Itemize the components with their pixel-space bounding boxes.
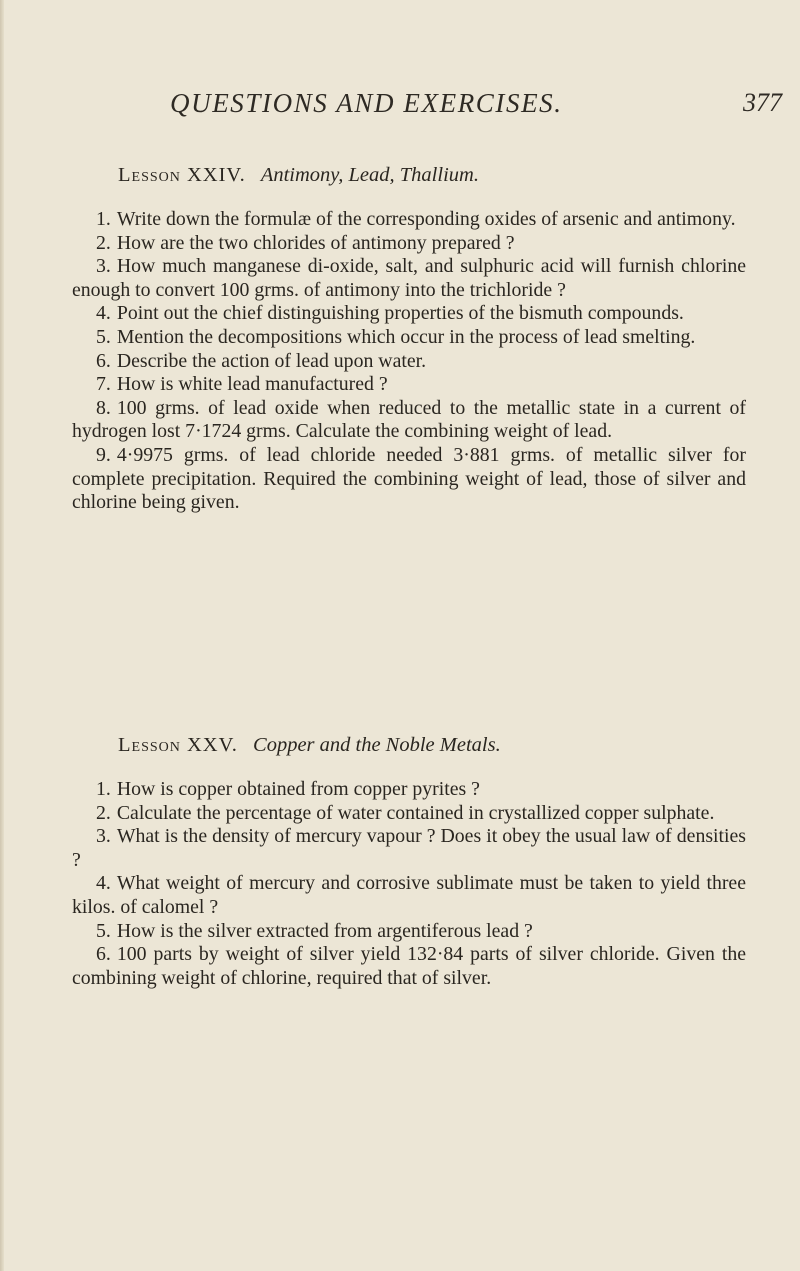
question-number: 8. — [96, 396, 111, 419]
question-text: How is white lead manufactured ? — [116, 373, 388, 396]
lesson-topic: Antimony, Lead, Thallium. — [260, 164, 479, 186]
question-number: 6. — [96, 943, 111, 966]
question-text: Calculate the percentage of water contained in crystallized copper sulphate. — [116, 801, 715, 824]
question-item — [72, 825, 746, 872]
question-text: 100 grms. of lead oxide when reduced to the metallic state in a current of hydrogen lost 7·1724 grms. Calculate the combining weight of lead. — [72, 396, 746, 443]
question-list — [72, 778, 746, 990]
question-item — [72, 872, 746, 919]
question-text: How is the silver extracted from argentiferous lead ? — [116, 919, 533, 942]
question-text: Point out the chief distinguishing properties of the bismuth compounds. — [116, 302, 684, 325]
question-number: 4. — [96, 872, 111, 895]
question-number: 3. — [96, 825, 111, 848]
page-edge — [0, 0, 4, 1271]
question-text: How much manganese di-oxide, salt, and sulphuric acid will furnish chlorine enough to convert 100 grms. of antimony into the trichloride ? — [72, 255, 746, 301]
question-text: How are the two chlorides of antimony prepared ? — [116, 231, 515, 254]
question-number: 2. — [96, 801, 111, 824]
question-number: 4. — [96, 302, 111, 325]
running-title: QUESTIONS AND EXERCISES. — [170, 88, 563, 118]
question-item — [72, 802, 746, 826]
lesson-number: Lesson XXV. — [118, 734, 238, 756]
question-item — [72, 943, 746, 990]
question-number: 5. — [96, 325, 111, 348]
question-item — [72, 778, 746, 802]
question-text: Describe the action of lead upon water. — [116, 349, 427, 372]
question-item — [72, 920, 746, 944]
running-header — [0, 88, 800, 128]
question-item — [72, 373, 746, 397]
question-number: 5. — [96, 919, 111, 942]
question-item — [72, 326, 746, 350]
question-number: 9. — [96, 443, 111, 466]
page-number: 377 — [743, 88, 782, 117]
question-text: What weight of mercury and corrosive sublimate must be taken to yield three kilos. of calomel ? — [72, 872, 746, 918]
question-text: What is the density of mercury vapour ? Does it obey the usual law of densities ? — [72, 825, 746, 871]
question-item — [72, 444, 746, 515]
question-item — [72, 208, 746, 232]
question-number: 3. — [96, 255, 111, 278]
question-text: Mention the decompositions which occur in the process of lead smelting. — [116, 325, 696, 348]
lesson-number: Lesson XXIV. — [118, 164, 246, 186]
question-item — [72, 232, 746, 256]
question-list — [72, 208, 746, 515]
question-item — [72, 255, 746, 302]
question-text: How is copper obtained from copper pyrites ? — [116, 778, 480, 800]
lesson-section — [72, 730, 746, 990]
question-item — [72, 302, 746, 326]
question-item — [72, 397, 746, 444]
question-text: 4·9975 grms. of lead chloride needed 3·881 grms. of metallic silver for complete precipitation. Required the combining weight of lead, those of silver and chlorine being given. — [72, 443, 746, 514]
lesson-section — [72, 160, 746, 515]
lesson-heading — [72, 160, 746, 190]
question-number: 1. — [96, 208, 111, 230]
lesson-heading — [72, 730, 746, 760]
question-number: 1. — [96, 778, 111, 800]
lesson-topic: Copper and the Noble Metals. — [253, 734, 501, 756]
question-number: 7. — [96, 373, 111, 396]
question-item — [72, 350, 746, 374]
question-number: 2. — [96, 231, 111, 254]
question-text: 100 parts by weight of silver yield 132·84 parts of silver chloride. Given the combining weight of chlorine, required that of silver. — [72, 943, 746, 989]
question-number: 6. — [96, 349, 111, 372]
question-text: Write down the formulæ of the corresponding oxides of arsenic and antimony. — [116, 208, 736, 230]
